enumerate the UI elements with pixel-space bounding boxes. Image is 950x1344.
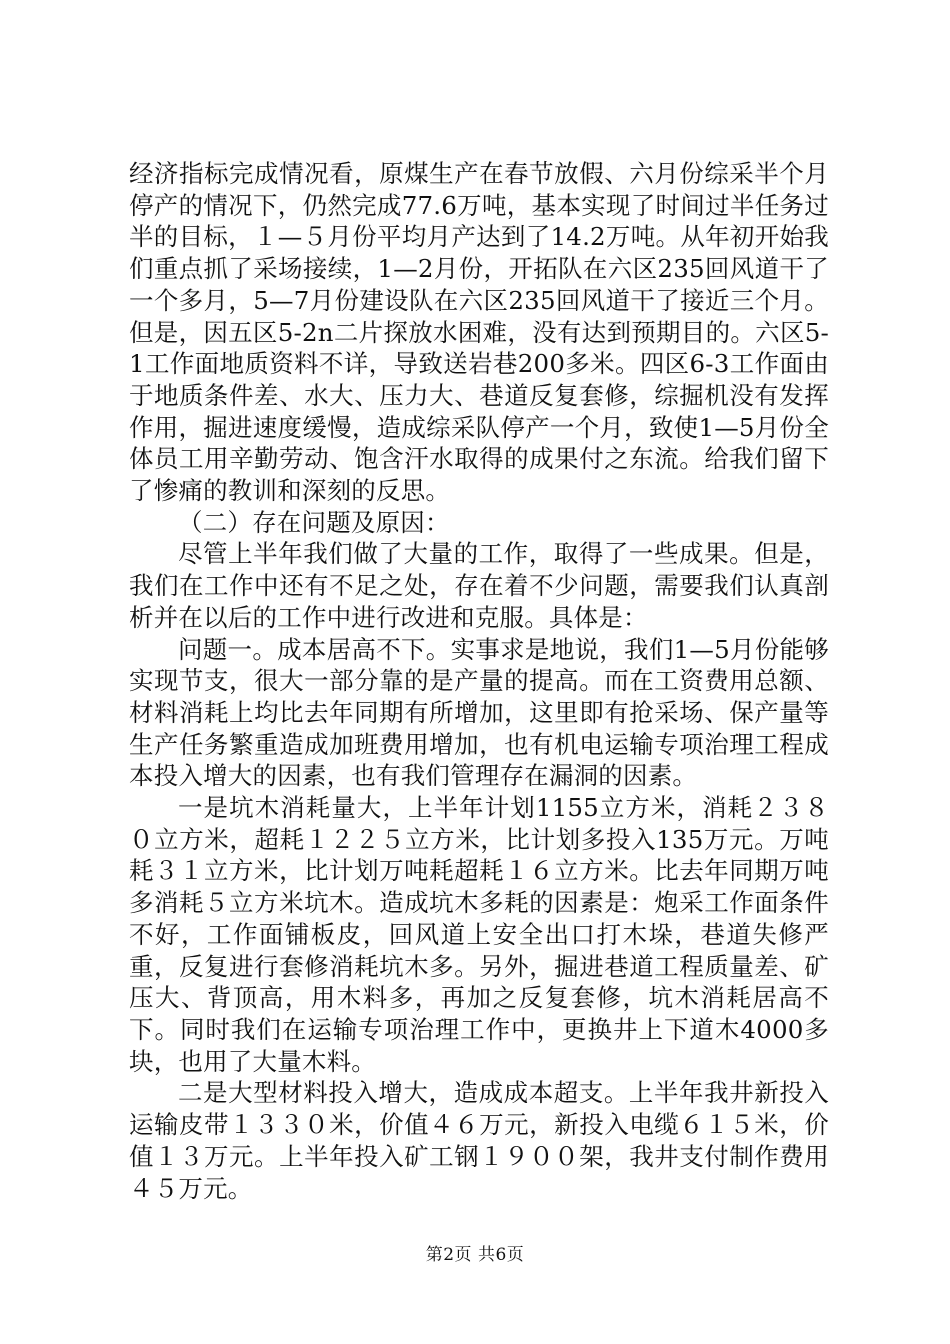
section-heading-problems: （二）存在问题及原因： [178,507,450,537]
paragraph-problems-intro: 尽管上半年我们做了大量的工作，取得了一些成果。但是，我们在工作中还有不足之处，存在着不少问题，需要我们认真剖析并在以后的工作中进行改进和克服。具体是： [129,539,829,632]
paragraph-material-investment: 二是大型材料投入增大，造成成本超支。上半年我井新投入运输皮带１３３０米，价值４６万元，新投入电缆６１５米，价值１３万元。上半年投入矿工钢１９００架，我井支付制作费用４５万元。 [129,1078,829,1203]
page-number-footer: 第2页 共6页 [425,1245,525,1265]
document-body [129,158,829,1204]
paragraph-timber-consumption: 一是坑木消耗量大，上半年计划1155立方米，消耗２３８０立方米，超耗１２２５立方米，比计划多投入135万元。万吨耗３１立方米，比计划万吨耗超耗１６立方米。比去年同期万吨多消耗５立方米坑木。造成坑木多耗的因素是：炮采工作面条件不好，工作面铺板皮，回风道上安全出口打木垛，巷道失修严重，反复进行套修消耗坑木多。另外，掘进巷道工程质量差、矿压大、背顶高，用木料多，再加之反复套修，坑木消耗居高不下。同时我们在运输专项治理工作中，更换井上下道木4000多块，也用了大量木料。 [129,793,829,1076]
paragraph-problem-one: 问题一。成本居高不下。实事求是地说，我们1—5月份能够实现节支，很大一部分靠的是产量的提高。而在工资费用总额、材料消耗上均比去年同期有所增加，这里即有抢采场、保产量等生产任务繁重造成加班费用增加，也有机电运输专项治理工程成本投入增大的因素，也有我们管理存在漏洞的因素。 [129,634,829,791]
paragraph-production-review: 经济指标完成情况看，原煤生产在春节放假、六月份综采半个月停产的情况下，仍然完成77.6万吨，基本实现了时间过半任务过半的目标，１—５月份平均月产达到了14.2万吨。从年初开始我们重点抓了采场接续，1—2月份，开拓队在六区235回风道干了一个多月，5—7月份建设队在六区235回风道干了接近三个月。但是，因五区5-2n二片探放水困难，没有达到预期目的。六区5-1工作面地质资料不详，导致送岩巷200多米。四区6-3工作面由于地质条件差、水大、压力大、巷道反复套修，综掘机没有发挥作用，掘进速度缓慢，造成综采队停产一个月，致使1—5月份全体员工用辛勤劳动、饱含汗水取得的成果付之东流。给我们留下了惨痛的教训和深刻的反思。 [129,159,829,506]
